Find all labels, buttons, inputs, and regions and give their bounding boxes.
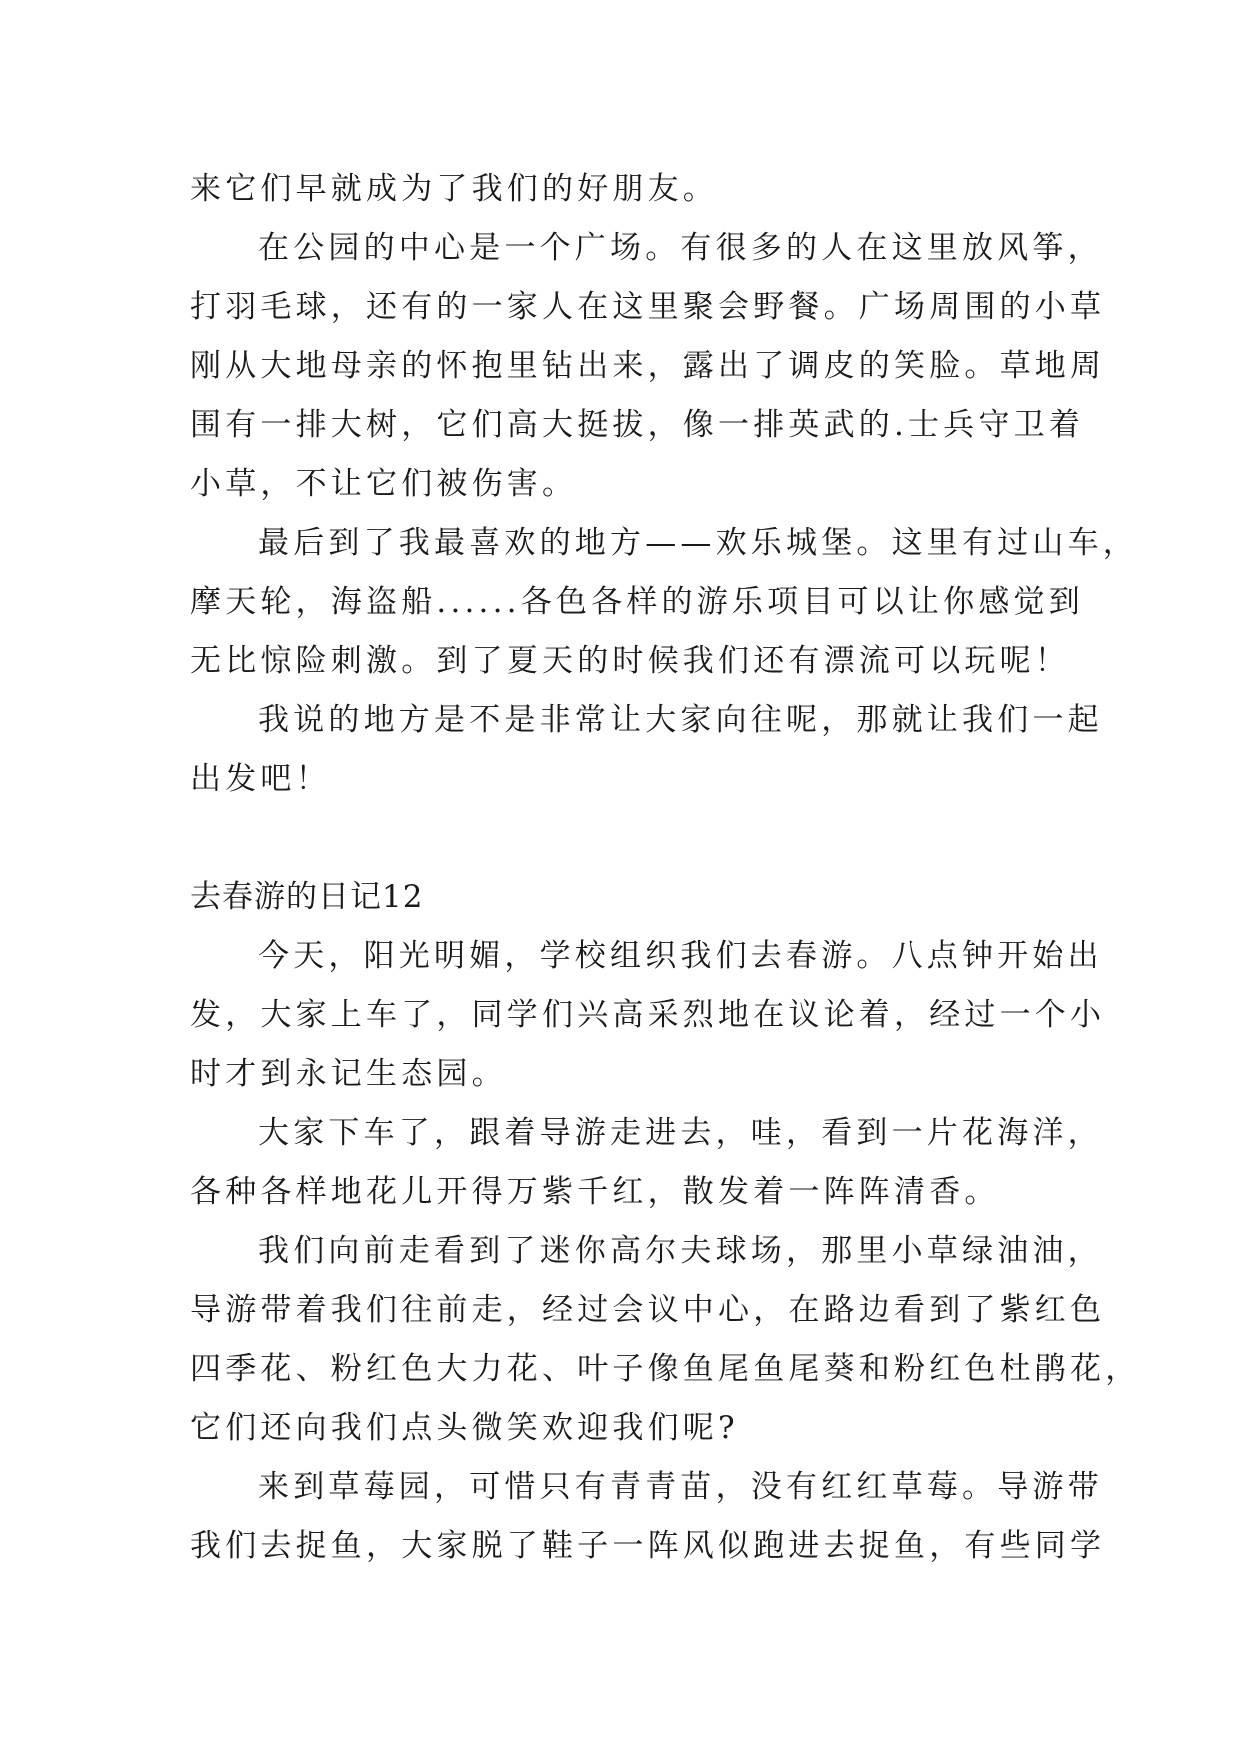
paragraph	[190, 927, 1106, 1104]
text-line: 小草，不让它们被伤害。	[190, 466, 578, 502]
text-line: 在公园的中心是一个广场。有很多的人在这里放风筝，	[258, 230, 1103, 266]
paragraph	[190, 1104, 1103, 1222]
text-line: 时才到永记生态园。	[190, 1056, 507, 1092]
text-line: 刚从大地母亲的怀抱里钻出来，露出了调皮的笑脸。草地周	[190, 348, 1106, 384]
text-column	[190, 160, 1141, 1576]
text-line: 四季花、粉红色大力花、叶子像鱼尾鱼尾葵和粉红色杜鹃花，	[190, 1351, 1141, 1387]
paragraph	[190, 691, 1103, 809]
text-line: 出发吧！	[190, 761, 331, 797]
text-line: 无比惊险刺激。到了夏天的时候我们还有漂流可以玩呢！	[190, 643, 1070, 679]
text-line: 来它们早就成为了我们的好朋友。	[190, 171, 718, 207]
paragraph	[190, 514, 1138, 691]
text-line: 摩天轮，海盗船......各色各样的游乐项目可以让你感觉到	[190, 584, 1084, 620]
paragraph	[190, 1458, 1106, 1576]
paragraph	[190, 219, 1106, 514]
text-line: 围有一排大树，它们高大挺拔，像一排英武的.士兵守卫着	[190, 407, 1085, 443]
section-title: 去春游的日记12	[190, 879, 424, 915]
paragraph	[190, 160, 1060, 219]
text-line: 我说的地方是不是非常让大家向往呢，那就让我们一起	[258, 702, 1103, 738]
paragraph	[190, 1222, 1141, 1458]
text-line: 今天，阳光明媚，学校组织我们去春游。八点钟开始出	[258, 938, 1103, 974]
text-line: 来到草莓园，可惜只有青青苗，没有红红草莓。导游带	[258, 1469, 1103, 1505]
text-line: 各种各样地花儿开得万紫千红，散发着一阵阵清香。	[190, 1174, 1000, 1210]
text-line: 我们去捉鱼，大家脱了鞋子一阵风似跑进去捉鱼，有些同学	[190, 1528, 1106, 1564]
text-line: 发，大家上车了，同学们兴高采烈地在议论着，经过一个小	[190, 997, 1106, 1033]
text-line: 大家下车了，跟着导游走进去，哇，看到一片花海洋，	[258, 1115, 1103, 1151]
text-line: 打羽毛球，还有的一家人在这里聚会野餐。广场周围的小草	[190, 289, 1106, 325]
text-line: 导游带着我们往前走，经过会议中心，在路边看到了紫红色	[190, 1292, 1106, 1328]
text-line: 最后到了我最喜欢的地方——欢乐城堡。这里有过山车，	[258, 525, 1138, 561]
text-line: 它们还向我们点头微笑欢迎我们呢?	[190, 1410, 739, 1446]
text-line: 我们向前走看到了迷你高尔夫球场，那里小草绿油油，	[258, 1233, 1103, 1269]
